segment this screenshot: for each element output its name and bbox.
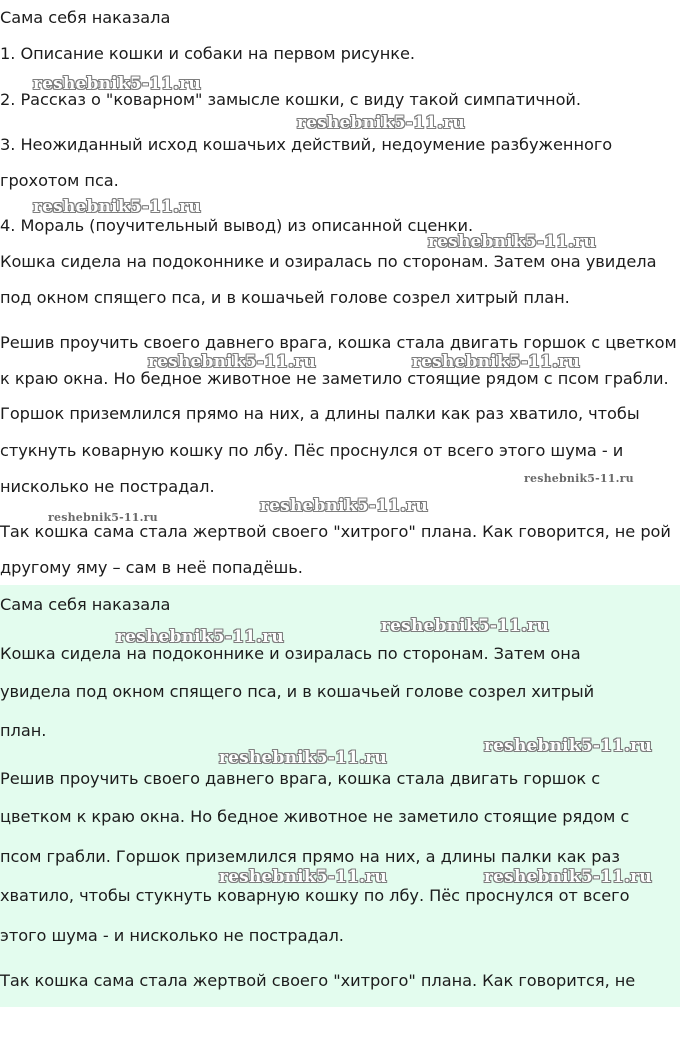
watermark-small: reshebnik5-11.ru: [48, 511, 158, 524]
watermark: reshebnik5-11.ru: [219, 867, 387, 887]
watermark: reshebnik5-11.ru: [33, 74, 201, 94]
answer-line: этого шума - и нисколько не пострадал.: [0, 926, 344, 945]
watermark: reshebnik5-11.ru: [428, 232, 596, 252]
answer-line: Решив проучить своего давнего врага, кошка стала двигать горшок с: [0, 769, 601, 788]
watermark: reshebnik5-11.ru: [148, 352, 316, 372]
story-line: к краю окна. Но бедное животное не заметило стоящие рядом с псом грабли.: [0, 369, 669, 388]
answer-line: хватило, чтобы стукнуть коварную кошку по лбу. Пёс проснулся от всего: [0, 886, 630, 905]
page-title: Сама себя наказала: [0, 8, 171, 27]
watermark: reshebnik5-11.ru: [484, 867, 652, 887]
story-line: стукнуть коварную кошку по лбу. Пёс проснулся от всего этого шума - и: [0, 441, 624, 460]
watermark: reshebnik5-11.ru: [33, 197, 201, 217]
story-line: под окном спящего пса, и в кошачьей голове созрел хитрый план.: [0, 288, 570, 307]
watermark: reshebnik5-11.ru: [484, 736, 652, 756]
outline-item-3: 3. Неожиданный исход кошачьих действий, недоумение разбуженного: [0, 135, 613, 154]
answer-line: увидела под окном спящего пса, и в кошачьей голове созрел хитрый: [0, 682, 595, 701]
story-line: Горшок приземлился прямо на них, а длины палки как раз хватило, чтобы: [0, 404, 640, 423]
story-line: нисколько не пострадал.: [0, 477, 215, 496]
answer-line: псом грабли. Горшок приземлился прямо на них, а длины палки как раз: [0, 847, 620, 866]
answer-title: Сама себя наказала: [0, 595, 171, 614]
answer-line: цветком к краю окна. Но бедное животное не заметило стоящие рядом с: [0, 807, 630, 826]
watermark: reshebnik5-11.ru: [381, 616, 549, 636]
outline-item-3-continued: грохотом пса.: [0, 171, 119, 190]
answer-line: Кошка сидела на подоконнике и озиралась по сторонам. Затем она: [0, 644, 581, 663]
watermark: reshebnik5-11.ru: [219, 748, 387, 768]
answer-line: Так кошка сама стала жертвой своего "хитрого" плана. Как говорится, не: [0, 971, 636, 990]
story-line: Решив проучить своего давнего врага, кошка стала двигать горшок с цветком: [0, 333, 677, 352]
watermark: reshebnik5-11.ru: [412, 352, 580, 372]
answer-line: план.: [0, 721, 47, 740]
outline-item-4: 4. Мораль (поучительный вывод) из описанной сценки.: [0, 216, 474, 235]
story-line: Так кошка сама стала жертвой своего "хитрого" плана. Как говорится, не рой: [0, 522, 671, 541]
watermark: reshebnik5-11.ru: [116, 627, 284, 647]
story-line: другому яму – сам в неё попадёшь.: [0, 558, 303, 577]
watermark: reshebnik5-11.ru: [297, 113, 465, 133]
watermark-small: reshebnik5-11.ru: [524, 472, 634, 485]
story-line: Кошка сидела на подоконнике и озиралась по сторонам. Затем она увидела: [0, 252, 657, 271]
outline-item-2: 2. Рассказ о "коварном" замысле кошки, с виду такой симпатичной.: [0, 90, 581, 109]
watermark: reshebnik5-11.ru: [260, 496, 428, 516]
outline-item-1: 1. Описание кошки и собаки на первом рисунке.: [0, 44, 415, 63]
